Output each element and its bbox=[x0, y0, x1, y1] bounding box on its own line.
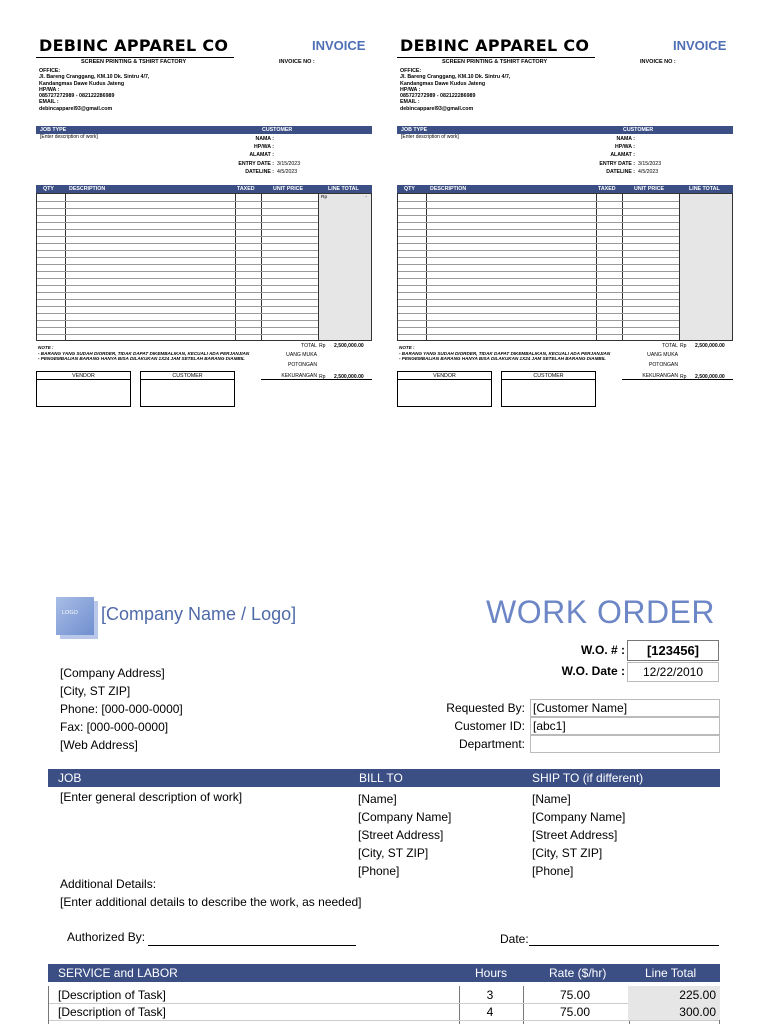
customer-header: CUSTOMER bbox=[623, 127, 654, 133]
table-row bbox=[48, 986, 720, 1003]
field-dateline: DATELINE : 4/5/2023 bbox=[606, 168, 659, 175]
col-taxed: TAXED bbox=[598, 186, 616, 192]
additional-details-text: [Enter additional details to describe the work, as needed] bbox=[60, 895, 362, 909]
kekurangan-value: 2,500,000.00 bbox=[334, 374, 364, 380]
field-hpwa: HP/WA : bbox=[615, 144, 635, 151]
items-header-bar bbox=[36, 185, 372, 193]
date-label: Date: bbox=[500, 932, 529, 946]
office-line: Jl. Bareng Cranggang, KM.10 Dk. Sintru 4/7, bbox=[400, 74, 511, 81]
authorized-by-label: Authorized By: bbox=[67, 930, 146, 944]
office-line: Kandangmas Dawe Kudus Jateng bbox=[400, 80, 486, 87]
bill-to-header: BILL TO bbox=[359, 771, 403, 785]
col-qty: QTY bbox=[43, 186, 54, 192]
col-taxed: TAXED bbox=[237, 186, 255, 192]
task-description: [Description of Task] bbox=[58, 988, 166, 1002]
job-header: JOB bbox=[58, 771, 82, 785]
office-line: debincapparel93@gmail.com bbox=[400, 105, 474, 112]
task-rate: 75.00 bbox=[559, 1005, 591, 1019]
total-label: TOTAL bbox=[301, 343, 317, 349]
job-type-bar bbox=[36, 126, 372, 134]
potongan-label: POTONGAN bbox=[648, 362, 678, 368]
job-header-bar bbox=[48, 769, 720, 787]
customer-label: CUSTOMER bbox=[502, 372, 595, 380]
first-row-value: - bbox=[365, 195, 367, 200]
request-info bbox=[420, 699, 720, 753]
job-type-header: JOB TYPE bbox=[401, 127, 428, 133]
field-dateline: DATELINE : 4/5/2023 bbox=[245, 168, 298, 175]
wo-date-label: W.O. Date : bbox=[561, 664, 625, 678]
job-description: [Enter description of work] bbox=[40, 134, 98, 140]
uang-muka-label: UANG MUKA bbox=[286, 352, 317, 358]
customer-signature-box bbox=[140, 371, 235, 407]
ship-to-header: SHIP TO (if different) bbox=[532, 771, 644, 785]
kekurangan-label: KEKURANGAN bbox=[642, 373, 678, 379]
task-hours: 4 bbox=[486, 1005, 494, 1019]
wo-number-label: W.O. # : bbox=[580, 643, 625, 657]
field-alamat: ALAMAT : bbox=[610, 152, 635, 159]
invoice-tagline: SCREEN PRINTING & TSHIRT FACTORY bbox=[81, 59, 187, 65]
invoice-note: NOTE : - BARANG YANG SUDAH DIORDER, TIDAK DAPAT DIKEMBALIKAN, KECUALI ADA PERJANJIAN - PENGEMBALIAN BARANG HANYA BISA DILAKUKAN 1X24 JAM SETELAH BARANG DIAMBIL bbox=[38, 345, 250, 362]
wo-job-description: [Enter general description of work] bbox=[60, 790, 243, 804]
office-line: OFFICE: bbox=[39, 68, 61, 74]
customer-header: CUSTOMER bbox=[262, 127, 293, 133]
customer-label: CUSTOMER bbox=[141, 372, 234, 380]
department-field[interactable] bbox=[530, 735, 720, 753]
items-table bbox=[397, 193, 733, 341]
invoice-title: INVOICE bbox=[312, 38, 366, 53]
task-description: [Description of Task] bbox=[58, 1005, 166, 1019]
col-unit-price: UNIT PRICE bbox=[273, 186, 304, 192]
task-line-total: 225.00 bbox=[628, 986, 720, 1003]
customer-id-label: Customer ID: bbox=[454, 719, 525, 733]
field-entry-date: ENTRY DATE : 3/15/2023 bbox=[238, 160, 301, 167]
task-hours: 3 bbox=[486, 988, 494, 1002]
customer-fields bbox=[537, 135, 662, 176]
col-description: DESCRIPTION bbox=[69, 186, 106, 192]
total-value: 2,500,000.00 bbox=[334, 343, 364, 349]
job-description: [Enter description of work] bbox=[401, 134, 459, 140]
field-alamat: ALAMAT : bbox=[249, 152, 274, 159]
office-line: Jl. Bareng Cranggang, KM.10 Dk. Sintru 4/7, bbox=[39, 74, 150, 81]
rate-header: Rate ($/hr) bbox=[549, 966, 607, 980]
office-line: OFFICE: bbox=[400, 68, 422, 74]
office-line: Kandangmas Dawe Kudus Jateng bbox=[39, 80, 125, 87]
wo-title: WORK ORDER bbox=[486, 594, 715, 630]
company-underline bbox=[36, 57, 234, 58]
date-line[interactable] bbox=[529, 945, 719, 946]
first-row-currency: Rp bbox=[321, 195, 328, 200]
total-label: TOTAL bbox=[662, 343, 678, 349]
authorized-by-line[interactable] bbox=[148, 945, 356, 946]
company-underline bbox=[397, 57, 595, 58]
uang-muka-label: UANG MUKA bbox=[647, 352, 678, 358]
office-line: 085727272989 - 082122286989 bbox=[39, 93, 115, 100]
customer-id-field[interactable]: [abc1] bbox=[530, 717, 720, 735]
job-type-bar bbox=[397, 126, 733, 134]
kekurangan-label: KEKURANGAN bbox=[281, 373, 317, 379]
items-header-bar bbox=[397, 185, 733, 193]
vendor-label: VENDOR bbox=[398, 372, 491, 380]
office-line: EMAIL : bbox=[39, 99, 59, 106]
col-line-total: LINE TOTAL bbox=[328, 186, 359, 192]
vendor-signature-box bbox=[397, 371, 492, 407]
office-line: EMAIL : bbox=[400, 99, 420, 106]
vendor-label: VENDOR bbox=[37, 372, 130, 380]
customer-signature-box bbox=[501, 371, 596, 407]
requested-by-field[interactable]: [Customer Name] bbox=[530, 699, 720, 717]
invoice-number-label: INVOICE NO : bbox=[640, 59, 676, 65]
vendor-signature-box bbox=[36, 371, 131, 407]
wo-date-field[interactable]: 12/22/2010 bbox=[627, 662, 719, 682]
total-value: 2,500,000.00 bbox=[695, 343, 725, 349]
invoice-number-label: INVOICE NO : bbox=[279, 59, 315, 65]
task-line-total: 300.00 bbox=[628, 1003, 720, 1020]
field-nama: NAMA : bbox=[616, 136, 635, 142]
customer-fields bbox=[176, 135, 301, 176]
invoice-left: DEBINC APPAREL CO INVOICE SCREEN PRINTING & TSHIRT FACTORY INVOICE NO : OFFICE: Jl. Bareng Cranggang, KM.10 Dk. Sintru 4/7, Kandangmas Dawe Kudus Jateng HP/WA : 085727272989 - 082122286989 EMAIL : debincapparel93@gmail.com JOB TYPE CUSTOMER [Enter description of work] NAMA : HP/WA : ALAMAT : ENTRY DATE : 3/15/2023 DATELINE : 4/5/2023 QTY DESCRIPTION TAXED UNIT PRICE LINE TOTAL Rp - NOTE : - BARANG YANG SUDAH DIORDER, TIDAK DAPAT DIKEMBALIKAN, KECUALI ADA PERJANJIAN - PENGEMBALIAN BARANG HANYA BISA DILAKUKAN 1X24 JAM SETELAH BARANG DIAMBIL TOTAL Rp 2,500,000.00 UANG MUKA POTONGAN KEKURANGAN Rp 2,500,000.00 VENDOR CUSTOMER bbox=[36, 34, 374, 414]
requested-by-label: Requested By: bbox=[446, 701, 525, 715]
col-description: DESCRIPTION bbox=[430, 186, 467, 192]
wo-company-name: [Company Name / Logo] bbox=[101, 604, 297, 624]
office-info bbox=[400, 68, 510, 112]
invoice-company-name: DEBINC APPAREL CO bbox=[400, 36, 590, 55]
office-line: debincapparel93@gmail.com bbox=[39, 105, 113, 112]
invoice-right: DEBINC APPAREL CO INVOICE SCREEN PRINTING & TSHIRT FACTORY INVOICE NO : OFFICE: Jl. Bareng Cranggang, KM.10 Dk. Sintru 4/7, Kandangmas Dawe Kudus Jateng HP/WA : 085727272989 - 082122286989 EMAIL : debincapparel93@gmail.com JOB TYPE CUSTOMER [Enter description of work] NAMA : HP/WA : ALAMAT : ENTRY DATE : 3/15/2023 DATELINE : 4/5/2023 QTY DESCRIPTION TAXED UNIT PRICE LINE TOTAL NOTE : - BARANG YANG SUDAH DIORDER, TIDAK DAPAT DIKEMBALIKAN, KECUALI ADA PERJANJIAN - PENGEMBALIAN BARANG HANYA BISA DILAKUKAN 1X24 JAM SETELAH BARANG DIAMBIL TOTAL Rp 2,500,000.00 UANG MUKA POTONGAN KEKURANGAN Rp 2,500,000.00 VENDOR CUSTOMER bbox=[397, 34, 735, 414]
service-header: SERVICE and LABOR bbox=[58, 966, 178, 980]
table-row bbox=[48, 1003, 720, 1020]
wo-number-field[interactable]: [123456] bbox=[627, 640, 719, 661]
col-unit-price: UNIT PRICE bbox=[634, 186, 665, 192]
invoice-note: NOTE : - BARANG YANG SUDAH DIORDER, TIDAK DAPAT DIKEMBALIKAN, KECUALI ADA PERJANJIAN - PENGEMBALIAN BARANG HANYA BISA DILAKUKAN 1X24 JAM SETELAH BARANG DIAMBIL bbox=[399, 345, 611, 362]
additional-details-label: Additional Details: bbox=[60, 877, 157, 891]
company-address: [Company Address] [City, ST ZIP] Phone: [000-000-0000] Fax: [000-000-0000] [Web Address] bbox=[60, 666, 183, 752]
office-line: HP/WA : bbox=[400, 86, 421, 93]
invoice-tagline: SCREEN PRINTING & TSHIRT FACTORY bbox=[442, 59, 548, 65]
office-info bbox=[39, 68, 149, 112]
items-table bbox=[36, 193, 372, 341]
service-header-bar bbox=[48, 964, 720, 982]
office-line: 085727272989 - 082122286989 bbox=[400, 93, 476, 100]
invoice-company-name: DEBINC APPAREL CO bbox=[39, 36, 229, 55]
potongan-label: POTONGAN bbox=[287, 362, 317, 368]
hours-header: Hours bbox=[475, 966, 508, 980]
ship-to-block: [Name] [Company Name] [Street Address] [City, ST ZIP] [Phone] bbox=[532, 792, 626, 878]
job-type-header: JOB TYPE bbox=[40, 127, 67, 133]
col-line-total: LINE TOTAL bbox=[689, 186, 720, 192]
col-qty: QTY bbox=[404, 186, 415, 192]
work-order bbox=[0, 580, 768, 1024]
line-total-header: Line Total bbox=[645, 966, 697, 980]
office-line: HP/WA : bbox=[39, 86, 60, 93]
field-nama: NAMA : bbox=[255, 136, 274, 142]
task-rate: 75.00 bbox=[559, 988, 591, 1002]
field-entry-date: ENTRY DATE : 3/15/2023 bbox=[599, 160, 662, 167]
kekurangan-value: 2,500,000.00 bbox=[695, 374, 725, 380]
field-hpwa: HP/WA : bbox=[254, 144, 274, 151]
logo-placeholder: LOGO bbox=[56, 597, 94, 635]
invoice-title: INVOICE bbox=[673, 38, 727, 53]
department-label: Department: bbox=[458, 737, 525, 751]
bill-to-block: [Name] [Company Name] [Street Address] [City, ST ZIP] [Phone] bbox=[358, 792, 452, 878]
